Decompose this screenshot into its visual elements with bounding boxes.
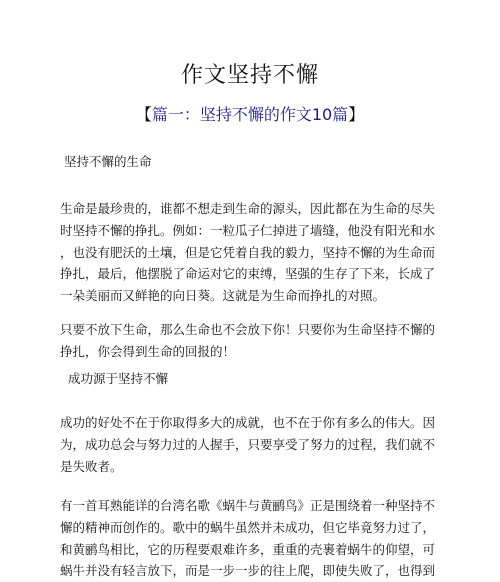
paragraph-3 (60, 412, 442, 477)
paragraph-4 (60, 495, 442, 582)
paragraph-line: 是失败者。 (60, 458, 123, 474)
paragraph-2 (60, 319, 442, 363)
document-title: 作文坚持不懈 (180, 63, 319, 88)
paragraph-line: 和黄鹂鸟相比，它的历程要艰难许多，重重的壳裹着蜗牛的仰望，可 (60, 541, 436, 557)
paragraph-line: 懈的精神而创作的。歌中的蜗牛虽然并未成功，但它毕竟努力过了， (60, 519, 436, 535)
paragraph-line: ，也没有肥沃的土壤，但是它凭着自我的毅力，坚持不懈的为生命而 (60, 244, 436, 260)
subtitle-open-bracket: 【 (135, 105, 152, 124)
paragraph-line: 时坚持不懈的挣扎。例如：一粒瓜子仁掉进了墙缝，他没有阳光和水 (60, 222, 436, 238)
paragraph-line: 只要不放下生命，那么生命也不会放下你！只要你为生命坚持不懈的 (60, 322, 436, 337)
paragraph-line: 有一首耳熟能详的台湾名歌《蜗牛与黄鹂鸟》正是围绕着一种坚持不 (60, 498, 436, 513)
paragraph-line: 挣扎，最后，他摆脱了命运对它的束缚，坚强的生存了下来，长成了 (60, 266, 436, 282)
paragraph-1 (60, 198, 442, 307)
paragraph-line: 挣扎，你会得到生命的回报的！ (60, 343, 236, 359)
paragraph-line: 生命是最珍贵的，谁都不想走到生命的源头，因此都在为生命的尽失 (60, 201, 436, 216)
paragraph-line: 成功的好处不在于你取得多大的成就，也不在于你有多么的伟大。因 (60, 415, 436, 430)
subtitle-text: 篇一：坚持不懈的作文10篇 (151, 105, 349, 124)
section-heading-1: 坚持不懈的生命 (64, 154, 152, 169)
paragraph-line: 一朵美丽而又鲜艳的向日葵。这就是为生命而挣扎的对照。 (60, 288, 386, 304)
paragraph-line: 为，成功总会与努力过的人握手，只要享受了努力的过程，我们就不 (60, 436, 436, 452)
subtitle-close-bracket: 】 (348, 105, 365, 124)
document-subtitle (0, 102, 500, 125)
section-heading-2: 成功源于坚持不懈 (68, 371, 169, 386)
paragraph-line: 蜗牛并没有轻言放下，而是一步一步的往上爬，即使失败了，也得到 (60, 563, 436, 579)
